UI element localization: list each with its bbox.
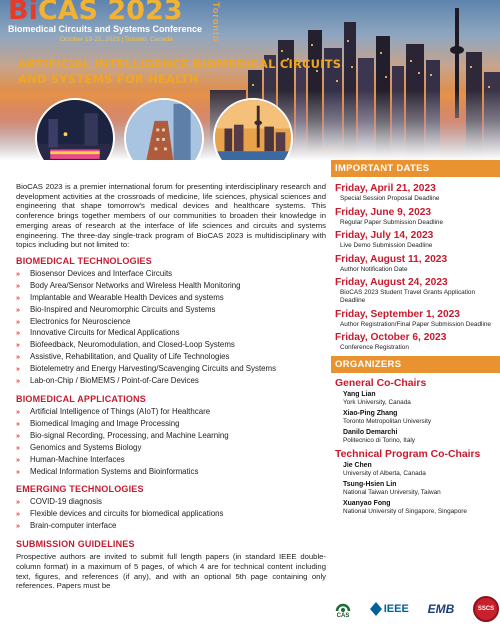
organizer-name: Xiao-Ping Zhang [343, 409, 398, 417]
list-item: » Human-Machine Interfaces [16, 455, 326, 467]
list-item: » Biotelemetry and Energy Harvesting/Scavenging Circuits and Systems [16, 364, 326, 376]
chevron-double-right-icon: » [16, 432, 19, 440]
chevron-double-right-icon: » [16, 270, 19, 278]
date-description: Conference Registration [340, 344, 409, 352]
important-dates-list [331, 177, 500, 352]
biocas-logo [8, 0, 258, 43]
organizer-entry [335, 429, 500, 445]
organizer-affiliation: National Taiwan University, Taiwan [343, 489, 441, 497]
organizer-affiliation: York University, Canada [343, 399, 411, 407]
list-item: » Assistive, Rehabilitation, and Quality of Life Technologies [16, 352, 326, 364]
ieee-logo-text: IEEE [383, 603, 409, 615]
date-item [335, 277, 500, 304]
list-item: » Artificial Intelligence of Things (AIoT) for Healthcare [16, 407, 326, 419]
date-description: Author Registration/Final Paper Submission Deadline [340, 320, 491, 328]
technical-program-co-chairs-heading: Technical Program Co-Chairs [335, 448, 481, 460]
logo-title-bi: Bi [8, 0, 38, 26]
section-submission-guidelines [16, 539, 326, 591]
section-heading: BIOMEDICAL TECHNOLOGIES [16, 255, 152, 266]
topic-list [16, 497, 326, 533]
list-item: » Brain-computer interface [16, 521, 326, 533]
organizer-entry [335, 462, 500, 478]
date-day: Friday, July 14, 2023 [335, 230, 434, 242]
section-emerging-technologies [16, 484, 326, 533]
date-day: Friday, April 21, 2023 [335, 183, 436, 194]
date-day: Friday, August 11, 2023 [335, 253, 448, 265]
organizer-affiliation: Politecnico di Torino, Italy [343, 437, 415, 445]
organizer-entry [335, 481, 500, 497]
chevron-double-right-icon: » [16, 456, 19, 464]
date-description: BioCAS 2023 Student Travel Grants Application Deadline [340, 289, 475, 304]
ieee-diamond-icon [370, 602, 382, 616]
organizer-name: Yang Lian [343, 390, 376, 398]
list-item: » Body Area/Sensor Networks and Wireless Health Monitoring [16, 281, 326, 293]
chevron-double-right-icon: » [16, 523, 19, 531]
cas-emblem-icon [335, 599, 351, 613]
chevron-double-right-icon: » [16, 294, 19, 302]
organizer-affiliation: University of Alberta, Canada [343, 470, 426, 478]
organizer-entry [335, 500, 500, 516]
list-item: » Genomics and Systems Biology [16, 443, 326, 455]
important-dates-header: IMPORTANT DATES [331, 160, 500, 177]
main-title: ARTIFICIAL INTELLIGENCE BIOMEDICAL CIRCUITS AND SYSTEMS FOR HEALTH [18, 57, 342, 86]
list-item: » Biosensor Devices and Interface Circuits [16, 269, 326, 281]
list-item: » Implantable and Wearable Health Devices and systems [16, 293, 326, 305]
emb-logo-text: EMB [427, 602, 455, 616]
date-item [335, 254, 500, 274]
hero-banner [0, 0, 500, 160]
date-item [335, 183, 500, 203]
section-biomedical-applications [16, 394, 326, 478]
organizers-header: ORGANIZERS [331, 356, 500, 373]
list-item: » Bio-Inspired and Neuromorphic Circuits and Systems [16, 305, 326, 317]
list-item: » Innovative Circuits for Medical Applications [16, 328, 326, 340]
chevron-double-right-icon: » [16, 342, 19, 350]
list-item: » Lab-on-Chip / BioMEMS / Point-of-Care Devices [16, 376, 326, 388]
list-item: » Biofeedback, Neuromodulation, and Closed-Loop Systems [16, 340, 326, 352]
organizer-name: Tsung-Hsien Lin [343, 480, 397, 488]
list-item: » Flexible devices and circuits for biomedical applications [16, 509, 326, 521]
organizers-list [331, 373, 500, 516]
main-content [16, 182, 326, 591]
sponsor-logos [335, 595, 499, 623]
chevron-double-right-icon: » [16, 444, 19, 452]
date-description: Special Session Proposal Deadline [340, 195, 440, 202]
list-item: » Medical Information Systems and Bioinformatics [16, 467, 326, 479]
date-item [335, 207, 500, 227]
general-co-chairs-heading: General Co-Chairs [335, 377, 427, 389]
ieee-logo [370, 602, 409, 616]
cas-logo [335, 599, 351, 620]
sscs-logo [473, 596, 499, 622]
chevron-double-right-icon: » [16, 499, 19, 507]
date-description: Regular Paper Submission Deadline [340, 218, 444, 226]
chevron-double-right-icon: » [16, 408, 19, 416]
chevron-double-right-icon: » [16, 330, 19, 338]
list-item: » Electronics for Neuroscience [16, 317, 326, 329]
date-day: Friday, September 1, 2023 [335, 308, 460, 320]
organizer-affiliation: National University of Singapore, Singapore [343, 508, 467, 516]
emb-logo [428, 602, 455, 616]
chevron-double-right-icon: » [16, 468, 19, 476]
logo-title-rest: CAS 2023 [37, 0, 183, 26]
topic-list [16, 407, 326, 478]
sscs-seal-icon [473, 596, 499, 622]
chevron-double-right-icon: » [16, 306, 19, 314]
section-heading: SUBMISSION GUIDELINES [16, 539, 135, 550]
guidelines-paragraph: Prospective authors are invited to submit full length papers (in standard IEEE double-column format) in a maximum of 5 pages, of which 4 are for technical content including text, figures, and references (if any), and with an optional 5th page containing only references. Papers must be [16, 552, 326, 591]
conference-dates-location: October 19-21, 2023 | Toronto, Canada [60, 36, 173, 43]
list-item: » COVID-19 diagnosis [16, 497, 326, 509]
chevron-double-right-icon: » [16, 511, 19, 519]
date-description: Author Notification Date [340, 265, 408, 273]
list-item: » Bio-signal Recording, Processing, and Machine Learning [16, 431, 326, 443]
cas-logo-text: CAS [336, 612, 350, 619]
topic-list [16, 269, 326, 388]
sscs-logo-text: SSCS [477, 606, 495, 612]
date-day: Friday, June 9, 2023 [335, 206, 432, 218]
sidebar [331, 160, 500, 625]
section-biomedical-technologies [16, 256, 326, 388]
conference-subtitle: Biomedical Circuits and Systems Conference [8, 24, 203, 34]
date-description: Live Demo Submission Deadline [340, 242, 433, 250]
chevron-double-right-icon: » [16, 318, 19, 326]
date-day: Friday, October 6, 2023 [335, 332, 447, 344]
organizer-affiliation: Toronto Metropolitan University [343, 418, 432, 426]
organizer-name: Danilo Demarchi [343, 428, 398, 436]
list-item: » Biomedical Imaging and Image Processing [16, 419, 326, 431]
organizer-name: Xuanyao Fong [343, 499, 391, 507]
section-heading: EMERGING TECHNOLOGIES [16, 484, 144, 495]
date-item [335, 230, 500, 250]
organizer-entry [335, 410, 500, 426]
chevron-double-right-icon: » [16, 378, 19, 386]
date-day: Friday, August 24, 2023 [335, 277, 448, 289]
intro-paragraph: BioCAS 2023 is a premier international forum for presenting interdisciplinary research and development activities at the crossroads of medicine, life sciences, physical sciences and engineering that shape tomorrow's medical devices and healthcare systems. This conference brings together members of our communities to broaden their knowledge in emerging areas of research at the interface of life sciences and circuits and systems engineering. The three-day single-track program of BioCAS 2023 is multidisciplinary with topics including but not limited to: [16, 182, 326, 250]
organizer-name: Jie Chen [343, 461, 372, 469]
section-heading: BIOMEDICAL APPLICATIONS [16, 393, 146, 404]
chevron-double-right-icon: » [16, 420, 19, 428]
logo-city: Toronto [211, 2, 221, 43]
organizer-entry [335, 391, 500, 407]
chevron-double-right-icon: » [16, 282, 19, 290]
chevron-double-right-icon: » [16, 366, 19, 374]
date-item [335, 332, 500, 352]
date-item [335, 309, 500, 329]
chevron-double-right-icon: » [16, 354, 19, 362]
